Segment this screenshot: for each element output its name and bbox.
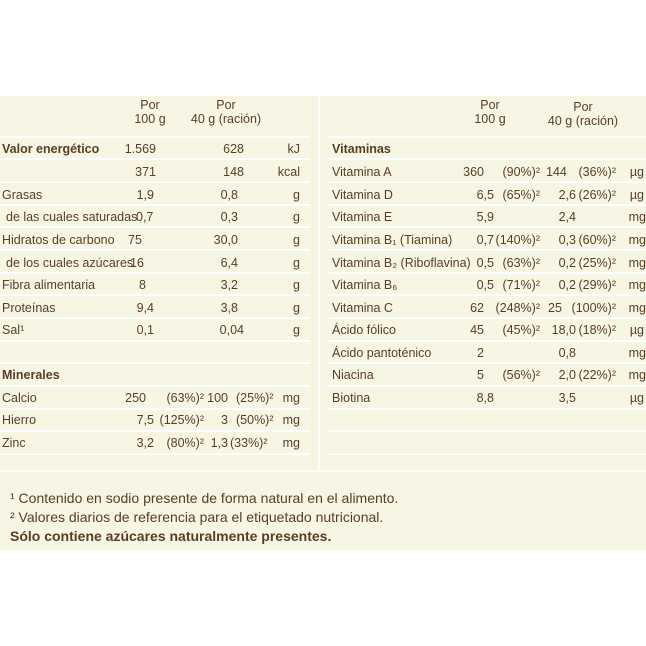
row-p40: (36%)² (578, 165, 616, 179)
row-v100: 0,5 (476, 278, 494, 292)
row-p100: (71%)² (502, 278, 540, 292)
row-v40: 100 (207, 391, 228, 405)
row-label: de las cuales saturadas (6, 210, 138, 224)
row-v40: 1,3 (210, 436, 228, 450)
row-unit: mg (282, 413, 300, 427)
energy-kcal-40: 148 (223, 165, 244, 179)
right-col-100-header: Por 100 g (474, 98, 506, 126)
row-v100: 1,9 (136, 188, 154, 202)
row-unit: µg (629, 188, 644, 202)
row-v40: 3,2 (220, 278, 238, 292)
row-p100: (90%)² (502, 165, 540, 179)
row-label: Calcio (2, 391, 37, 405)
left-col-40-header: Por 40 g (ración) (190, 98, 262, 126)
row-p100: (125%)² (159, 413, 204, 427)
column-divider (318, 96, 320, 472)
row-unit: g (293, 233, 300, 247)
row-p40: (60%)² (578, 233, 616, 247)
row-p40: (29%)² (578, 278, 616, 292)
row-p100: (80%)² (166, 436, 204, 450)
row-unit: mg (628, 256, 646, 270)
row-v100: 62 (470, 301, 484, 315)
row-label: Ácido fólico (332, 323, 396, 337)
row-v40: 0,04 (219, 323, 244, 337)
row-v40: 2,6 (558, 188, 576, 202)
row-label: Vitamina D (332, 188, 393, 202)
row-label: Proteínas (2, 301, 56, 315)
right-col-40-header: Por 40 g (ración) (547, 100, 619, 128)
row-label: Vitamina B₆ (332, 278, 398, 292)
row-unit: g (293, 188, 300, 202)
row-v40: 0,3 (220, 210, 238, 224)
row-unit: µg (629, 165, 644, 179)
row-p100: (63%)² (502, 256, 540, 270)
row-v100: 6,5 (476, 188, 494, 202)
row-p100: (248%)² (495, 301, 540, 315)
row-label: Fibra alimentaria (2, 278, 96, 292)
footnote-sugars: Sólo contiene azúcares naturalmente presentes. (10, 528, 332, 544)
row-v40: 30,0 (213, 233, 238, 247)
row-v40: 0,3 (558, 233, 576, 247)
row-p40: (33%)² (230, 436, 268, 450)
row-v40: 25 (548, 301, 562, 315)
row-label: Zinc (2, 436, 26, 450)
row-unit: mg (628, 346, 646, 360)
row-v100: 0,5 (476, 256, 494, 270)
row-v100: 0,7 (476, 233, 494, 247)
row-v40: 6,4 (220, 256, 238, 270)
row-label: Vitamina B₂ (Riboflavina) (332, 256, 471, 270)
row-p100: (56%)² (502, 368, 540, 382)
row-v100: 45 (470, 323, 484, 337)
row-unit: g (293, 210, 300, 224)
footnote-reference-values: ² Valores diarios de referencia para el etiquetado nutricional. (10, 509, 384, 525)
row-label: Vitamina C (332, 301, 393, 315)
row-p100: (65%)² (502, 188, 540, 202)
row-v100: 2 (477, 346, 484, 360)
row-label: Hidratos de carbono (2, 233, 115, 247)
row-v40: 2,0 (558, 368, 576, 382)
row-v40: 144 (546, 165, 567, 179)
energy-label: Valor energético (2, 142, 100, 156)
row-v40: 3 (221, 413, 228, 427)
row-label: Vitamina A (332, 165, 392, 179)
row-unit: g (293, 256, 300, 270)
row-p40: (25%)² (236, 391, 274, 405)
row-v100: 8,8 (476, 391, 494, 405)
energy-kj-100: 1.569 (124, 142, 156, 156)
row-p40: (100%)² (571, 301, 616, 315)
row-v100: 0,7 (136, 210, 154, 224)
row-p100: (63%)² (166, 391, 204, 405)
row-unit: g (293, 323, 300, 337)
row-unit: µg (629, 323, 644, 337)
footnote-sodium: ¹ Contenido en sodio presente de forma natural en el alimento. (10, 490, 399, 506)
row-v100: 9,4 (136, 301, 154, 315)
row-unit: mg (628, 210, 646, 224)
row-v100: 7,5 (136, 413, 154, 427)
row-unit: mg (628, 368, 646, 382)
row-unit: g (293, 278, 300, 292)
row-v40: 0,2 (558, 278, 576, 292)
minerals-title: Minerales (2, 368, 60, 382)
row-v40: 0,8 (558, 346, 576, 360)
row-unit: mg (282, 436, 300, 450)
row-v100: 360 (463, 165, 484, 179)
row-label: Vitamina B₁ (Tiamina) (332, 233, 453, 247)
row-v40: 3,8 (220, 301, 238, 315)
row-v40: 3,5 (558, 391, 576, 405)
row-p40: (22%)² (578, 368, 616, 382)
row-label: Niacina (332, 368, 374, 382)
row-v100: 5,9 (476, 210, 494, 224)
energy-kcal-100: 371 (135, 165, 156, 179)
row-p40: (18%)² (578, 323, 616, 337)
row-label: de los cuales azúcares (6, 256, 134, 270)
row-v40: 0,8 (220, 188, 238, 202)
row-label: Sal¹ (2, 323, 25, 337)
row-v100: 3,2 (136, 436, 154, 450)
row-label: Ácido pantoténico (332, 346, 432, 360)
energy-kj-unit: kJ (287, 142, 300, 156)
row-p40: (26%)² (578, 188, 616, 202)
row-p40: (25%)² (578, 256, 616, 270)
row-v100: 0,1 (136, 323, 154, 337)
row-unit: mg (628, 301, 646, 315)
row-v100: 75 (128, 233, 142, 247)
row-p40: (50%)² (236, 413, 274, 427)
row-v40: 18,0 (551, 323, 576, 337)
row-label: Biotina (332, 391, 371, 405)
row-label: Vitamina E (332, 210, 393, 224)
row-v100: 5 (477, 368, 484, 382)
row-p100: (45%)² (502, 323, 540, 337)
energy-kj-40: 628 (223, 142, 244, 156)
row-unit: mg (628, 278, 646, 292)
row-unit: µg (629, 391, 644, 405)
energy-kcal-unit: kcal (277, 165, 300, 179)
row-v100: 16 (130, 256, 144, 270)
row-p100: (140%)² (495, 233, 540, 247)
row-v40: 0,2 (558, 256, 576, 270)
row-label: Grasas (2, 188, 43, 202)
row-unit: mg (628, 233, 646, 247)
row-unit: mg (282, 391, 300, 405)
row-label: Hierro (2, 413, 37, 427)
row-unit: g (293, 301, 300, 315)
row-v100: 8 (139, 278, 146, 292)
left-col-100-header: Por 100 g (134, 98, 166, 126)
row-v40: 2,4 (558, 210, 576, 224)
row-v100: 250 (125, 391, 146, 405)
vitamins-title: Vitaminas (332, 142, 391, 156)
